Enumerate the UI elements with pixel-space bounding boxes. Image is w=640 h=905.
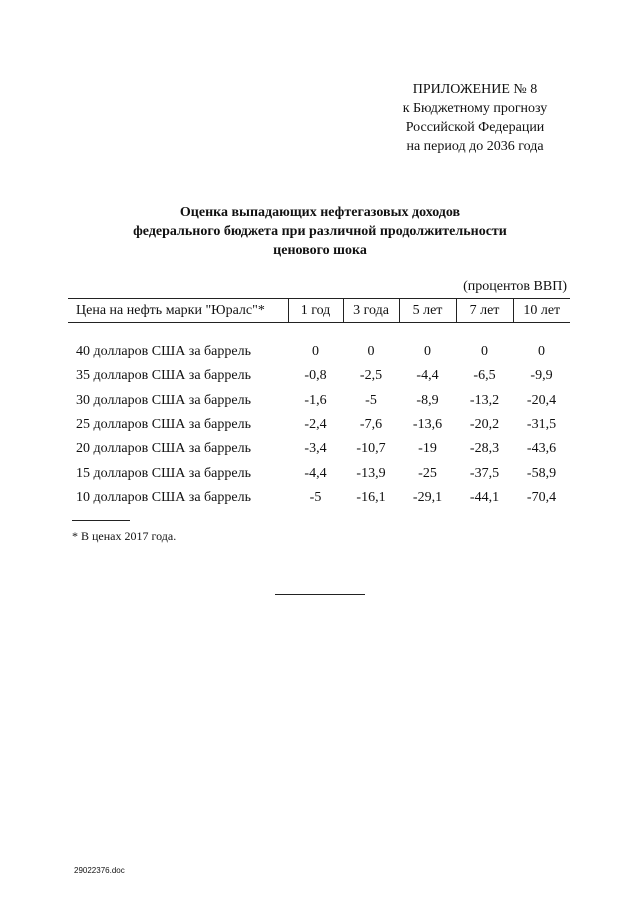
document-reference: 29022376.doc — [74, 866, 125, 875]
value-cell: -20,2 — [469, 417, 500, 433]
value-cell: -19 — [418, 441, 437, 457]
value-cell: -7,6 — [359, 417, 383, 433]
table-row — [68, 389, 570, 413]
value-cell: -5 — [365, 392, 377, 408]
value-cell: -28,3 — [469, 441, 500, 457]
document-title — [120, 203, 520, 260]
value-cell: -8,9 — [416, 392, 439, 408]
price-cell: 30 долларов США за баррель — [76, 392, 251, 408]
price-cell: 35 долларов США за баррель — [76, 368, 251, 384]
value-cell: -37,5 — [469, 465, 500, 481]
title-line-1: Оценка выпадающих нефтегазовых доходов — [179, 205, 461, 220]
value-cell: -44,1 — [469, 489, 500, 505]
table-row — [68, 437, 570, 461]
value-cell: -5 — [309, 489, 322, 505]
value-cell: -13,9 — [356, 465, 386, 481]
price-cell: 10 долларов США за баррель — [76, 489, 251, 505]
title-line-3: ценового шока — [273, 243, 367, 258]
header-price: Цена на нефть марки "Юралс"* — [68, 299, 288, 323]
oil-shock-table — [68, 298, 570, 510]
value-cell: -10,7 — [356, 441, 386, 457]
table-header-row — [68, 299, 570, 323]
value-cell: -16,1 — [356, 489, 386, 505]
units-note: (процентов ВВП) — [463, 279, 567, 294]
value-cell: -9,9 — [530, 368, 553, 384]
table-spacer — [68, 323, 570, 341]
value-cell: -6,5 — [473, 368, 496, 384]
table-row — [68, 413, 570, 437]
appendix-line-4: на период до 2036 года — [406, 139, 544, 154]
value-cell: -1,6 — [304, 392, 327, 408]
value-cell: -31,5 — [526, 417, 557, 433]
value-cell: 0 — [538, 344, 545, 360]
header-3-years: 3 года — [343, 299, 399, 323]
value-cell: 0 — [481, 344, 488, 360]
value-cell: 0 — [424, 344, 431, 360]
value-cell: -58,9 — [526, 465, 557, 481]
value-cell: -4,4 — [304, 465, 327, 481]
appendix-line-2: к Бюджетному прогнозу — [402, 101, 548, 116]
table-row — [68, 364, 570, 388]
value-cell: -0,8 — [304, 368, 327, 384]
appendix-header — [360, 80, 590, 156]
value-cell: -2,4 — [304, 417, 327, 433]
price-cell: 15 долларов США за баррель — [76, 465, 251, 481]
header-7-years: 7 лет — [456, 299, 513, 323]
table-row — [68, 340, 570, 364]
value-cell: 0 — [312, 344, 319, 360]
value-cell: -70,4 — [526, 489, 557, 505]
value-cell: -4,4 — [416, 368, 439, 384]
value-cell: -20,4 — [526, 392, 557, 408]
end-divider — [275, 594, 365, 595]
appendix-line-3: Российской Федерации — [405, 120, 545, 135]
appendix-number: ПРИЛОЖЕНИЕ № 8 — [412, 82, 538, 97]
value-cell: 0 — [367, 344, 375, 360]
price-cell: 40 долларов США за баррель — [76, 344, 251, 360]
header-5-years: 5 лет — [399, 299, 456, 323]
table-row — [68, 486, 570, 510]
value-cell: -2,5 — [359, 368, 383, 384]
table-row — [68, 461, 570, 485]
value-cell: -13,2 — [469, 392, 500, 408]
price-cell: 20 долларов США за баррель — [76, 441, 251, 457]
value-cell: -25 — [418, 465, 437, 481]
value-cell: -13,6 — [412, 417, 443, 433]
value-cell: -3,4 — [304, 441, 327, 457]
footnote: * В ценах 2017 года. — [72, 529, 177, 543]
value-cell: -29,1 — [412, 489, 443, 505]
value-cell: -43,6 — [526, 441, 557, 457]
header-10-years: 10 лет — [513, 299, 570, 323]
price-cell: 25 долларов США за баррель — [76, 417, 251, 433]
header-1-year: 1 год — [288, 299, 343, 323]
footnote-divider — [72, 520, 130, 521]
title-line-2: федерального бюджета при различной продолжительности — [133, 224, 507, 239]
